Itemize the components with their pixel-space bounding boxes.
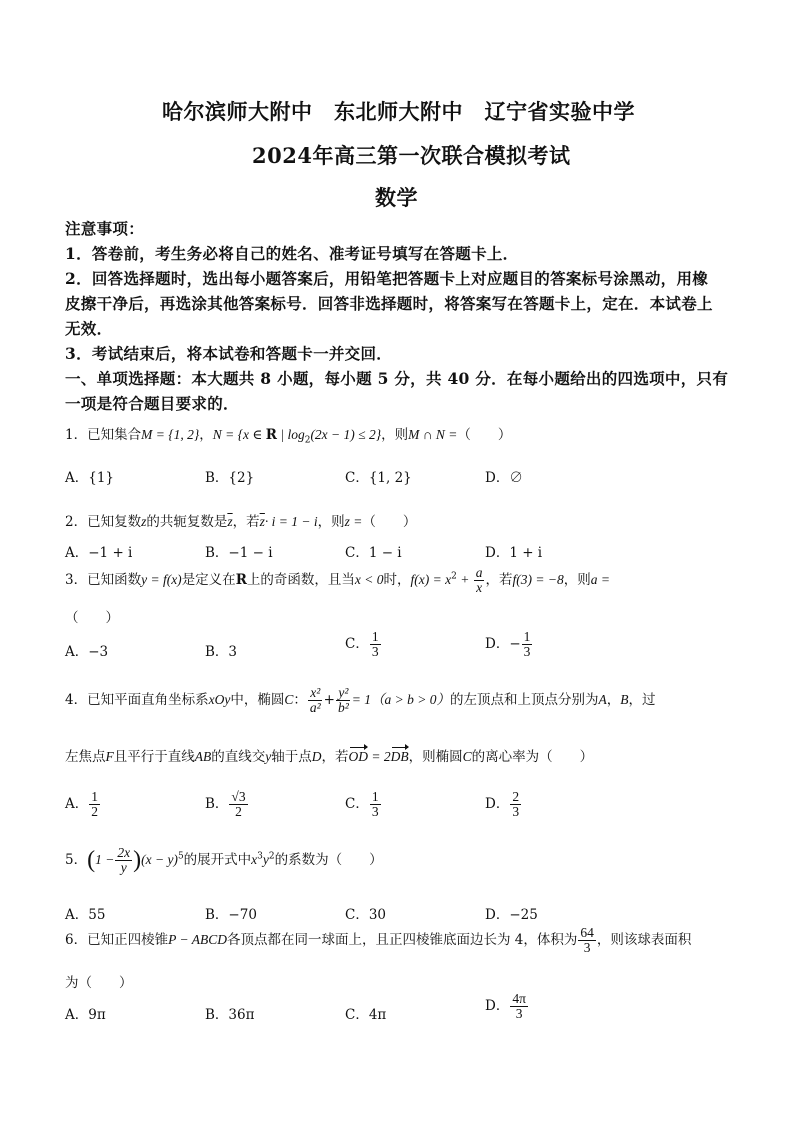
q2-option-b[interactable]: B．−1 − i <box>205 545 273 561</box>
note-2-line1: 2．回答选择题时，选出每小题答案后，用铅笔把答题卡上对应题目的答案标号涂黑动，用橡 <box>65 269 709 288</box>
q2-text-c: ，若 <box>232 514 260 530</box>
q4-b: B <box>620 692 629 708</box>
q1-option-d[interactable]: D．∅ <box>485 470 523 486</box>
q4-vector-od: OD <box>348 749 368 764</box>
q1-set-n-c: (2x − 1) ≤ 2} <box>310 427 382 442</box>
q4-eq: = 1 <box>351 692 372 708</box>
q6-option-d-frac <box>510 992 528 1021</box>
q4-frac-x-den: a² <box>309 700 321 716</box>
note-3: 3．考试结束后，将本试卷和答题卡一并交回． <box>65 344 393 363</box>
notes-heading: 注意事项： <box>65 219 145 238</box>
question-4-stem-line1 <box>65 686 656 715</box>
q1-set-n-r: R <box>265 427 277 443</box>
q2-z: z <box>141 514 147 529</box>
note-2-line2: 皮擦干净后，再选涂其他答案标号．回答非选择题时，将答案写在答题卡上，定在．本试卷上 <box>65 294 713 313</box>
q4-text-b: 中，椭圆 <box>230 692 285 709</box>
q1-set-n-a: N = {x ∈ <box>212 427 266 442</box>
q5-frac-den: y <box>120 860 127 876</box>
q3-option-a[interactable]: A．−3 <box>65 644 109 660</box>
q4-l2-f: ，则椭圆 <box>408 749 463 765</box>
q5-term-y: y <box>262 852 269 868</box>
q4-c: C <box>284 692 294 708</box>
q4-option-a[interactable] <box>65 790 101 819</box>
q4-frac-x <box>308 686 323 715</box>
q2-option-d[interactable]: D．1 + i <box>485 545 543 561</box>
q4-y: y <box>265 749 272 764</box>
q3-fraction <box>474 566 485 595</box>
q3-option-c-prefix: C． <box>345 636 369 653</box>
q5-fraction <box>115 846 132 875</box>
q4-option-d-prefix: D． <box>485 796 510 813</box>
q3-fexp: 2 <box>451 571 457 582</box>
question-1-stem <box>65 423 511 446</box>
q1-text-a: 1．已知集合 <box>65 427 142 443</box>
q4-text-c: 的左顶点和上顶点分别为 <box>450 692 599 709</box>
q6-option-d-prefix: D． <box>485 998 510 1015</box>
q1-set-n-b: | log <box>276 427 305 442</box>
q4-l2-c: 的直线交 <box>211 749 266 765</box>
q6-option-a[interactable]: A．9π <box>65 1007 106 1023</box>
q4-option-b[interactable] <box>205 790 249 819</box>
q4-frac-x-num: x² <box>310 685 321 700</box>
q4-f: F <box>105 749 114 764</box>
q3-option-d[interactable] <box>485 630 533 659</box>
q4-cond: （a > b > 0） <box>371 692 451 708</box>
q3-fdef: y = f(x) <box>141 572 182 588</box>
q4-option-c-den: 3 <box>371 804 379 820</box>
q5-binom: (x − y) <box>141 852 178 868</box>
q2-zbar-2: $\overline{z}$ <box>259 514 265 529</box>
q2-condition: · i = 1 − i <box>264 514 318 529</box>
q2-text-a: 2．已知复数 <box>65 514 142 530</box>
q4-l2-b: 且平行于直线 <box>113 749 195 765</box>
q3-text-d: 时， <box>383 572 411 589</box>
q3-text-e: ，若 <box>485 572 513 589</box>
q2-option-a[interactable]: A．−1 + i <box>65 545 133 561</box>
q5-option-c[interactable]: C．30 <box>345 907 387 923</box>
q6-option-c[interactable]: C．4π <box>345 1007 387 1023</box>
question-3-stem <box>65 566 610 595</box>
q6-volume-frac <box>578 926 596 955</box>
note-1: 1．答卷前，考生务必将自己的姓名、准考证号填写在答题卡上． <box>65 244 519 263</box>
q2-zbar: $\overline{z}$ <box>227 514 233 529</box>
q2-text-b: 的共轭复数是 <box>146 514 228 530</box>
q4-frac-y-num: y² <box>338 685 349 700</box>
question-4-stem-line2 <box>65 745 593 765</box>
q4-option-b-num: √3 <box>231 789 246 804</box>
question-5-stem <box>65 846 383 875</box>
q5-option-b[interactable]: B．−70 <box>205 907 257 923</box>
q4-eq2: = 2 <box>368 749 391 764</box>
q4-xoy: xOy <box>208 692 231 708</box>
section1-line1: 一、单项选择题：本大题共 8 小题，每小题 5 分，共 40 分．在每小题给出的四选项中，只有 <box>65 369 729 388</box>
q5-term-e2: 2 <box>268 851 275 862</box>
q1-option-c[interactable]: C．{1, 2} <box>345 470 412 486</box>
q1-option-b[interactable]: B．{2} <box>205 470 255 486</box>
q5-lparen: ( <box>87 847 96 874</box>
q4-option-c[interactable] <box>345 790 382 819</box>
q3-text-f: ，则 <box>563 572 591 589</box>
q2-ask: z = <box>344 514 363 529</box>
q3-option-c-num: 1 <box>371 629 379 644</box>
q4-option-a-frac <box>89 790 100 819</box>
q3-frac-num: a <box>475 565 483 580</box>
q3-option-d-prefix: D．− <box>485 636 521 653</box>
q1-intersection: M ∩ N = <box>408 427 458 442</box>
q1-paren: （ ） <box>457 427 512 443</box>
q1-log-base: 2 <box>304 435 311 446</box>
q4-option-a-prefix: A． <box>65 796 89 813</box>
q4-frac-y <box>336 686 351 715</box>
q4-comma: ， <box>606 692 621 709</box>
q5-option-a[interactable]: A．55 <box>65 907 106 923</box>
question-6-stem <box>65 926 691 955</box>
q5-frac-num: 2x <box>117 845 131 860</box>
q4-c2: C <box>462 749 472 764</box>
q5-option-d[interactable]: D．−25 <box>485 907 538 923</box>
q3-ask: a = <box>590 572 610 588</box>
q4-option-c-frac <box>370 790 381 819</box>
q4-text-a: 4．已知平面直角坐标系 <box>65 692 209 709</box>
q3-option-b[interactable]: B．3 <box>205 644 238 660</box>
q4-option-c-num: 1 <box>371 789 379 804</box>
question-2-stem <box>65 510 416 530</box>
q5-one-minus: 1 − <box>95 852 115 868</box>
q6-option-d-den: 3 <box>515 1006 523 1022</box>
q5-term-x: x <box>251 852 258 868</box>
q4-option-d-den: 3 <box>512 804 520 820</box>
q3-plus: + <box>456 572 473 588</box>
schools-title: 哈尔滨师大附中 东北师大附中 辽宁省实验中学 <box>162 99 635 124</box>
q6-pyramid: P − ABCD <box>168 932 227 948</box>
section1-line2: 一项是符合题目要求的． <box>65 394 239 413</box>
q4-ab: AB <box>194 749 212 764</box>
q4-l2-e: ，若 <box>321 749 349 765</box>
q6-line2: 为（ ） <box>65 975 133 991</box>
note-2-line3: 无效． <box>65 319 113 338</box>
q2-text-d: ，则 <box>317 514 345 530</box>
q6-volume-num: 64 <box>580 925 594 940</box>
q6-text-a: 6．已知正四棱锥 <box>65 932 169 949</box>
q4-colon: ： <box>293 692 307 709</box>
q3-option-c-den: 3 <box>371 644 379 660</box>
q6-option-b[interactable]: B．36π <box>205 1007 255 1023</box>
q1-text-b: ，则 <box>381 427 409 443</box>
q4-option-d-frac <box>510 790 521 819</box>
q3-r: R <box>235 572 247 589</box>
q5-text-2: 的系数为（ ） <box>274 852 383 869</box>
q4-d: D <box>311 749 322 764</box>
q1-sep: ， <box>199 427 213 443</box>
q4-l2-g: 的离心率为（ ） <box>471 749 594 765</box>
q5-exp: 5 <box>177 851 184 862</box>
q5-rparen: ) <box>133 847 142 874</box>
q4-text-d: ，过 <box>628 692 656 709</box>
q5-num: 5． <box>65 852 88 869</box>
q6-text-c: ，则该球表面积 <box>596 932 692 949</box>
q3-text-c: 上的奇函数，且当 <box>246 572 355 589</box>
q3-option-d-den: 3 <box>523 644 531 660</box>
q3-option-c[interactable] <box>345 630 382 659</box>
q6-option-d-num: 4π <box>512 991 526 1006</box>
q5-term-e1: 3 <box>257 851 263 862</box>
q3-frac-den: x <box>476 580 483 596</box>
q5-text: 的展开式中 <box>183 852 252 869</box>
q3-fexpr: f(x) = x <box>410 572 452 588</box>
q3-f3: f(3) = −8 <box>512 572 564 588</box>
q4-frac-y-den: b² <box>337 700 349 716</box>
q4-option-d[interactable] <box>485 790 522 819</box>
q6-option-d[interactable] <box>485 992 529 1021</box>
q3-text-b: 是定义在 <box>181 572 236 589</box>
exam-title: 2024年高三第一次联合模拟考试 <box>252 143 571 168</box>
q4-option-b-prefix: B． <box>205 796 229 813</box>
q1-set-m: M = {1, 2} <box>141 427 200 442</box>
q3-option-d-num: 1 <box>523 629 531 644</box>
q4-option-c-prefix: C． <box>345 796 369 813</box>
q3-text-a: 3．已知函数 <box>65 572 142 589</box>
q4-l2-d: 轴于点 <box>271 749 312 765</box>
q3-paren: （ ） <box>65 610 119 626</box>
q3-cond: x < 0 <box>354 572 384 588</box>
q3-option-d-frac <box>522 630 533 659</box>
q4-vector-db: DB <box>390 749 409 764</box>
q4-option-a-den: 2 <box>91 804 98 820</box>
q6-text-b: 各顶点都在同一球面上，且正四棱锥底面边长为 4，体积为 <box>226 932 578 949</box>
q4-plus: + <box>323 692 335 709</box>
q1-option-a[interactable]: A．{1} <box>65 470 115 486</box>
q4-option-a-num: 1 <box>91 789 98 804</box>
q4-option-b-den: 2 <box>235 804 242 820</box>
q2-paren: （ ） <box>362 514 417 530</box>
q4-option-b-frac <box>229 790 247 819</box>
q6-volume-den: 3 <box>583 940 591 956</box>
q3-option-c-frac <box>370 630 381 659</box>
q4-a: A <box>598 692 607 708</box>
q4-l2-a: 左焦点 <box>65 749 106 765</box>
subject-title: 数学 <box>375 185 418 210</box>
q4-option-d-num: 2 <box>512 789 520 804</box>
q2-option-c[interactable]: C．1 − i <box>345 545 402 561</box>
